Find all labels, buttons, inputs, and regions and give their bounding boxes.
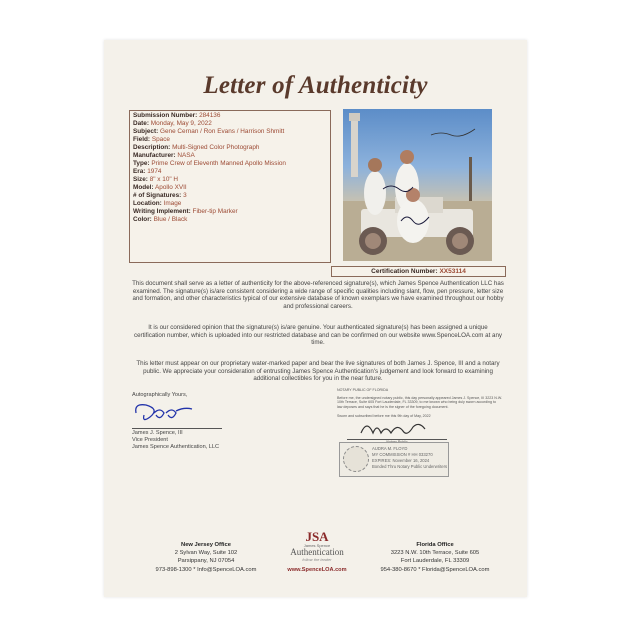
letter-title: Letter of Authenticity [203,72,428,99]
detail-row: Date: Monday, May 9, 2022 [133,120,212,127]
jsa-logo: JSA James Spence Authentication follow the leader www.SpenceLOA.com [280,531,354,573]
detail-row: Description: Multi-Signed Color Photograph [133,144,260,151]
notary-signature-image [359,419,459,439]
paragraph-2: It is our considered opinion that the signature(s) is/are genuine. Your authenticated signature(s) has been assigned a unique certification number, which is uploaded into our restricted database and can be confirmed on our website www.SpenceLOA.com at any time. [133,324,503,347]
detail-row: Type: Prime Crew of Eleventh Manned Apollo Mission [133,160,286,167]
detail-row: Manufacturer: NASA [133,152,195,159]
jsa-mark: JSA [305,529,329,544]
website-link[interactable]: www.SpenceLOA.com [287,567,347,573]
signature-image [132,399,202,425]
detail-row: Writing Implement: Fiber-tip Marker [133,208,238,215]
certification-label: Certification Number: [371,268,438,275]
detail-row: Field: Space [133,136,170,143]
signatory-company: James Spence Authentication, LLC [132,444,220,450]
signatory-role: Vice President [132,437,168,443]
paragraph-3: This letter must appear on our proprietary water-marked paper and bear the live signatures of both James J. Spence, III and a notary public. We appreciate your consideration of entrusting James Spence Authentication's judgement and look forward to examining additional collectibles for you in the near future. [136,360,500,383]
crew-photo-illustration [343,109,492,261]
certification-number: XX53114 [439,268,466,275]
detail-row: Size: 8" x 10" H [133,176,179,183]
signatory-block [132,392,222,451]
notary-heading: NOTARY PUBLIC OF FLORIDA [337,388,389,392]
details-box [129,110,331,263]
detail-row: Subject: Gene Cernan / Ron Evans / Harrison Shmitt [133,128,285,135]
notary-text: Before me, the undersigned notary public, this day personally appeared James J. Spence, III 3223 N.W. 10th Terrace, Suite 605 Fort Lauderdale, FL 33309, to me known who being duly sworn according to law deposes and says that he is the signer of the foregoing document. [337,395,503,409]
notary-stamp-text: AUDRA M. FLOYD MY COMMISSION # HH 033270 EXPIRES: November 16, 2024 Bonded Thru Notary Public Underwriters [372,446,448,469]
detail-row: Era: 1974 [133,168,162,175]
detail-row: Model: Apollo XVII [133,184,187,191]
fl-office-title: Florida Office [416,542,454,548]
letter-paper [104,40,527,597]
notary-stamp [339,442,449,477]
detail-row: # of Signatures: 3 [133,192,187,199]
signed-photograph [343,109,492,261]
notary-subscribed: Sworn and subscribed before me this 9th day of May, 2022 [337,414,431,419]
nj-office: New Jersey Office 2 Sylvan Way, Suite 102 Parsippany, NJ 07054 973-898-1300 * Info@SpenceLOA.com [150,541,262,574]
detail-row: Submission Number: 284136 [133,112,221,119]
detail-row: Location: Image [133,200,182,207]
detail-row: Color: Blue / Black [133,216,188,223]
paragraph-1: This document shall serve as a letter of authenticity for the above-referenced signature(s), which James Spence Authentication LLC has examined. The signature(s) is/are consistent considering a wide range of specific qualities including slant, flow, pen pressure, letter size and formation, and other characteristics typical of our extensive database of known exemplars we have examined throughout our hobby and professional careers. [132,280,504,310]
signatory-name: James J. Spence, III [132,428,222,437]
certification-number-box [331,266,506,277]
fl-office: Florida Office 3223 N.W. 10th Terrace, Suite 605 Fort Lauderdale, FL 33309 954-380-8670 * Florida@SpenceLOA.com [370,541,500,574]
closing-text: Autographically Yours, [132,392,188,398]
nj-office-title: New Jersey Office [181,542,231,548]
notary-block [337,388,502,445]
notary-seal-icon [343,446,369,472]
